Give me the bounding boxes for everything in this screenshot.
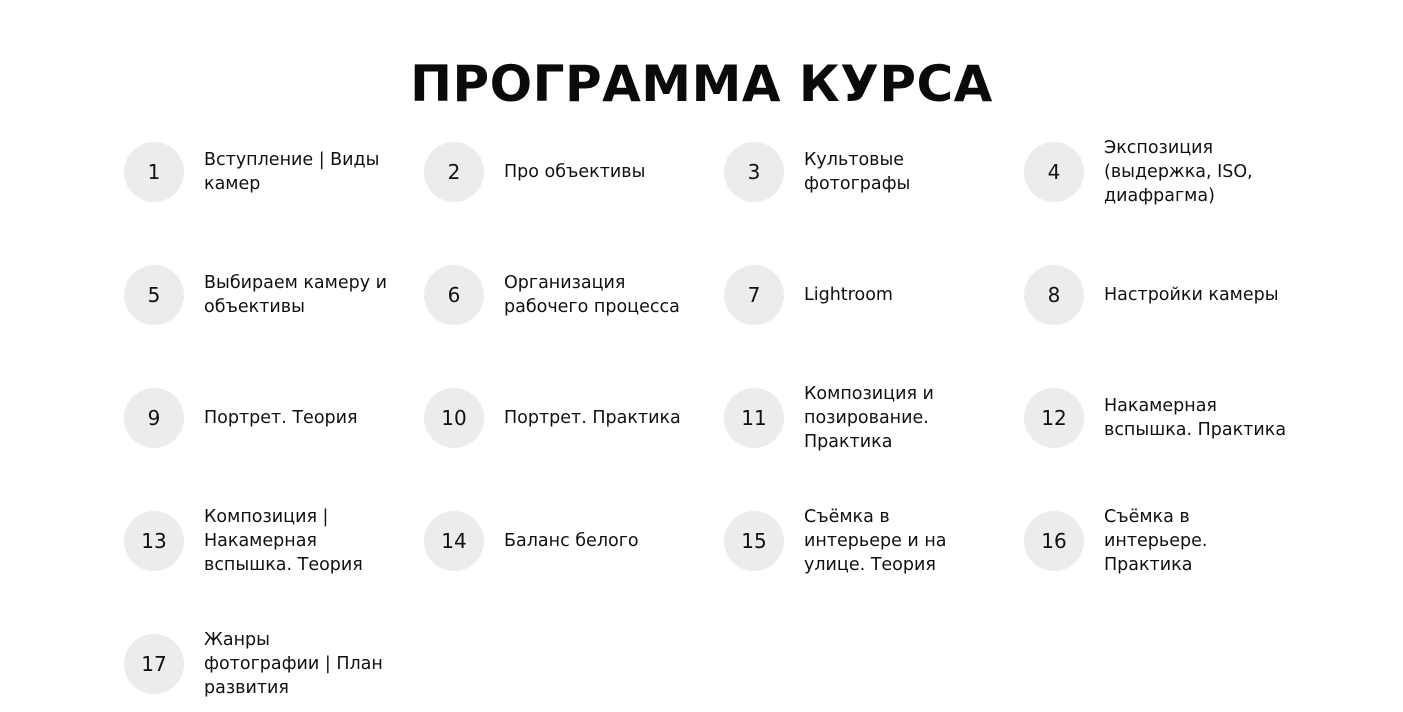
- lesson-number: 5: [124, 265, 184, 325]
- lesson-title: Портрет. Практика: [504, 408, 681, 428]
- lesson-item: [724, 507, 1024, 575]
- lesson-number: 17: [124, 634, 184, 694]
- lesson-item: [1024, 384, 1324, 452]
- lesson-title: Lightroom: [804, 285, 893, 305]
- lesson-title: Портрет. Теория: [204, 408, 358, 428]
- page-title: ПРОГРАММА КУРСА: [410, 54, 993, 113]
- lesson-item: [424, 138, 724, 206]
- lesson-title: Организация рабочего процесса: [504, 273, 680, 317]
- lesson-item: [1024, 138, 1324, 206]
- lesson-number: 6: [424, 265, 484, 325]
- lesson-number: 7: [724, 265, 784, 325]
- lesson-item: [424, 384, 724, 452]
- lesson-number: 10: [424, 388, 484, 448]
- lesson-item: [1024, 507, 1324, 575]
- lesson-number: 9: [124, 388, 184, 448]
- lesson-title: Экспозиция (выдержка, ISO, диафрагма): [1104, 138, 1253, 206]
- lesson-item: [424, 507, 724, 575]
- lesson-grid: [124, 138, 1324, 698]
- lesson-title: Жанры фотографии | План развития: [204, 630, 383, 698]
- lesson-title: Настройки камеры: [1104, 285, 1279, 305]
- lesson-number: 16: [1024, 511, 1084, 571]
- lesson-item: [124, 384, 424, 452]
- lesson-title: Накамерная вспышка. Практика: [1104, 396, 1287, 440]
- lesson-item: [124, 138, 424, 206]
- lesson-item: [724, 261, 1024, 329]
- lesson-item: [724, 384, 1024, 452]
- lesson-number: 13: [124, 511, 184, 571]
- lesson-number: 1: [124, 142, 184, 202]
- lesson-number: 4: [1024, 142, 1084, 202]
- lesson-title: Выбираем камеру и объективы: [204, 273, 388, 317]
- lesson-number: 3: [724, 142, 784, 202]
- lesson-number: 15: [724, 511, 784, 571]
- lesson-number: 11: [724, 388, 784, 448]
- lesson-item: [124, 507, 424, 575]
- lesson-number: 14: [424, 511, 484, 571]
- lesson-title: Композиция и позирование. Практика: [804, 384, 934, 452]
- lesson-item: [124, 261, 424, 329]
- lesson-title: Культовые фотографы: [804, 150, 911, 194]
- lesson-item: [1024, 261, 1324, 329]
- lesson-item: [424, 261, 724, 329]
- lesson-number: 2: [424, 142, 484, 202]
- lesson-title: Вступление | Виды камер: [204, 150, 380, 194]
- lesson-title: Композиция | Накамерная вспышка. Теория: [204, 507, 363, 575]
- lesson-title: Баланс белого: [504, 531, 639, 551]
- lesson-title: Про объективы: [504, 162, 646, 182]
- lesson-title: Съёмка в интерьере и на улице. Теория: [804, 507, 947, 575]
- lesson-number: 8: [1024, 265, 1084, 325]
- lesson-item: [724, 138, 1024, 206]
- lesson-item: [124, 630, 424, 698]
- lesson-title: Съёмка в интерьере. Практика: [1104, 507, 1208, 575]
- lesson-number: 12: [1024, 388, 1084, 448]
